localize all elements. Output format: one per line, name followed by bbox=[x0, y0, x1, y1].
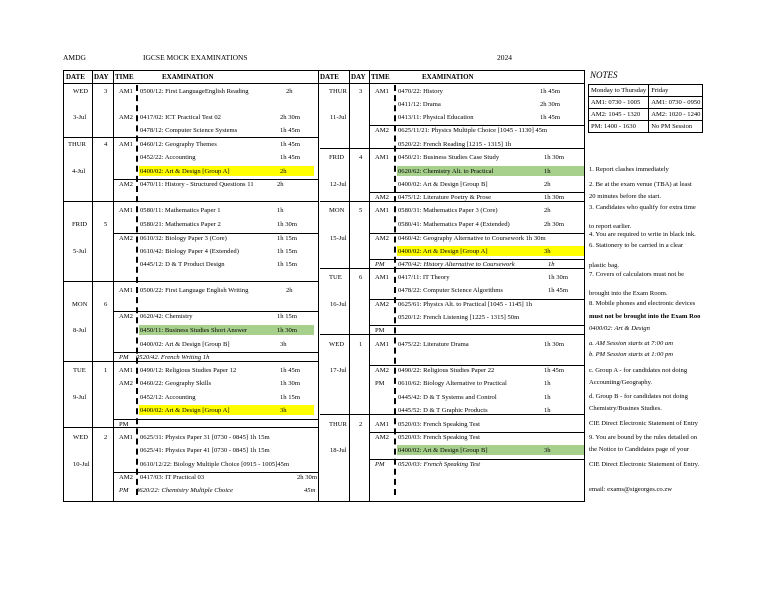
right-exam: 0460/42: Geography Alternative to Coursework 1h 30m bbox=[398, 235, 546, 242]
right-dur: 1h 30m bbox=[544, 341, 564, 348]
left-dur: 1h 45m bbox=[280, 154, 300, 161]
left-exam: 0417/02: ICT Practical Test 02 bbox=[140, 114, 221, 121]
right-exam: 0411/12: Drama bbox=[398, 101, 441, 108]
note-line: CIE Direct Electronic Statement of Entry bbox=[589, 420, 698, 427]
right-dur: 1h bbox=[544, 407, 551, 414]
note-line: c. Group A - for candidates not doing bbox=[589, 367, 688, 374]
right-day: 4 bbox=[359, 154, 363, 161]
right-exam: 0580/31: Mathematics Paper 3 (Core) bbox=[398, 207, 498, 214]
left-dur: 1h 30m bbox=[277, 221, 297, 228]
left-exam: 0450/11: Business Studies Short Answer bbox=[140, 327, 248, 334]
left-time: PM bbox=[119, 421, 129, 428]
session-divider bbox=[369, 299, 584, 300]
left-time: AM2 bbox=[119, 181, 133, 188]
session-divider bbox=[369, 325, 584, 326]
session-cell: AM1: 0730 - 1005 bbox=[589, 97, 649, 109]
note-line: d. Group B - for candidates not doing bbox=[589, 393, 688, 400]
left-exam: 0580/21: Mathematics Paper 2 bbox=[140, 221, 221, 228]
left-dur: 1h 15m bbox=[277, 235, 297, 242]
right-date: MON bbox=[329, 207, 345, 214]
left-exam: 0520/42. French Writing 1h bbox=[136, 354, 210, 361]
right-dur: 1h bbox=[544, 380, 551, 387]
left-day: 2 bbox=[104, 434, 108, 441]
right-dur: 2h 30m bbox=[544, 221, 564, 228]
right-date: 15-Jul bbox=[330, 235, 347, 242]
left-time: AM1 bbox=[119, 207, 133, 214]
right-dur: 1h 45m bbox=[540, 88, 560, 95]
right-exam: 0580/41: Mathematics Paper 4 (Extended) bbox=[398, 221, 510, 228]
session-cell: No PM Session bbox=[649, 121, 703, 133]
left-exam: 0400/02: Art & Design [Group B] bbox=[140, 341, 230, 348]
right-exam: 0417/11: IT Theory bbox=[398, 274, 450, 281]
right-dur: 1h 45m bbox=[544, 367, 564, 374]
right-date: THUR bbox=[329, 421, 347, 428]
note-line: 9. You are bound by the rules detailed on bbox=[589, 434, 698, 441]
left-time: AM1 bbox=[119, 287, 133, 294]
left-date: TUE bbox=[73, 367, 86, 374]
right-date: 12-Jul bbox=[330, 181, 347, 188]
left-date: 3-Jul bbox=[73, 114, 87, 121]
note-line: email: exams@stgeorges.co.zw bbox=[589, 486, 673, 493]
note-line: 1. Report clashes immediately bbox=[589, 166, 669, 173]
day-divider bbox=[320, 334, 584, 335]
left-time: PM bbox=[119, 354, 129, 361]
right-time: AM1 bbox=[375, 274, 389, 281]
col-divider bbox=[349, 71, 350, 501]
left-dur: 2h bbox=[280, 168, 287, 175]
left-exam: 0400/02: Art & Design [Group A] bbox=[140, 168, 230, 175]
col-time-2: TIME bbox=[371, 73, 390, 81]
col-divider bbox=[369, 71, 370, 501]
left-date: FRID bbox=[72, 221, 88, 228]
left-exam: 0500/12: First LanguageEnglish Reading bbox=[140, 88, 249, 95]
right-dur: 3h bbox=[544, 248, 551, 255]
left-day: 3 bbox=[104, 88, 108, 95]
right-exam: 0450/21: Business Studies Case Study bbox=[398, 154, 500, 161]
heading-rule bbox=[64, 83, 584, 84]
left-exam: 0452/22: Accounting bbox=[140, 154, 196, 161]
note-line: must not be brought into the Exam Roo bbox=[589, 313, 701, 320]
header-title: IGCSE MOCK EXAMINATIONS bbox=[143, 53, 248, 62]
note-line: 7. Covers of calculators must not be bbox=[589, 271, 685, 278]
right-exam: 0400/02: Art & Design [Group A] bbox=[398, 248, 488, 255]
left-time: AM2 bbox=[119, 313, 133, 320]
session-divider bbox=[113, 233, 318, 234]
right-exam: 0445/52: D & T Graphic Products bbox=[398, 407, 488, 414]
right-time: AM1 bbox=[375, 421, 389, 428]
left-dur: 1h 30m bbox=[280, 380, 300, 387]
left-exam: 0400/02: Art & Design [Group A] bbox=[140, 407, 230, 414]
left-exam: 0417/03: IT Practical 03 bbox=[140, 474, 205, 481]
left-time: AM2 bbox=[119, 114, 133, 121]
right-time: AM1 bbox=[375, 207, 389, 214]
right-exam: 0470/42: History Alternative to Coursework bbox=[398, 261, 515, 268]
left-date: 4-Jul bbox=[72, 168, 86, 175]
right-date: 17-Jul bbox=[330, 367, 347, 374]
session-divider bbox=[369, 432, 584, 433]
col-date-2: DATE bbox=[320, 73, 339, 81]
right-exam: 0400/02: Art & Design [Group B] bbox=[398, 181, 488, 188]
session-times-table bbox=[588, 84, 703, 133]
left-dur: 3h bbox=[280, 341, 287, 348]
right-time: AM1 bbox=[375, 88, 389, 95]
left-dur: 2h 30m bbox=[297, 474, 317, 481]
session-cell: AM2: 1045 - 1320 bbox=[589, 109, 649, 121]
day-divider bbox=[64, 137, 318, 138]
left-exam: 0625/41: Physics Paper 41 [0730 - 0845] 1h 15m bbox=[140, 447, 270, 454]
exam-separator bbox=[394, 85, 396, 495]
left-dur: 1h 15m bbox=[277, 248, 297, 255]
left-dur: 45m bbox=[304, 487, 316, 494]
right-date: WED bbox=[329, 341, 345, 348]
right-dur: 1h 45m bbox=[548, 287, 568, 294]
session-cell: AM1: 0730 - 0950 bbox=[649, 97, 703, 109]
left-exam: 0460/12: Geography Themes bbox=[140, 141, 217, 148]
left-day: 6 bbox=[104, 301, 108, 308]
col-day: DAY bbox=[94, 73, 109, 81]
right-dur: 1h bbox=[544, 168, 551, 175]
left-exam: 0452/12: Accounting bbox=[140, 394, 196, 401]
right-time: AM2 bbox=[375, 194, 389, 201]
session-divider bbox=[369, 365, 584, 366]
col-time: TIME bbox=[115, 73, 134, 81]
right-date: THUR bbox=[329, 88, 347, 95]
note-line: Accounting/Geography. bbox=[589, 379, 653, 386]
left-dur: 1h 15m bbox=[277, 313, 297, 320]
right-exam: 0520/03: French Speaking Test bbox=[398, 434, 481, 441]
left-time: AM1 bbox=[119, 434, 133, 441]
left-time: AM1 bbox=[119, 88, 133, 95]
left-date: WED bbox=[73, 434, 89, 441]
left-exam: 0625/31: Physics Paper 31 [0730 - 0845] 1h 15m bbox=[140, 434, 270, 441]
session-divider bbox=[113, 419, 318, 420]
left-exam: 0610/12/22: Biology Multiple Choice [0915 - 1005]45m bbox=[140, 461, 290, 468]
right-exam: 0625/11/21: Physics Multiple Choice [1045 - 1130] 45m bbox=[398, 127, 548, 134]
header-year: 2024 bbox=[497, 53, 512, 62]
left-day: 1 bbox=[104, 367, 108, 374]
col-exam-2: EXAMINATION bbox=[422, 73, 474, 81]
left-dur: 1h 45m bbox=[280, 367, 300, 374]
right-exam: 0625/61: Physics Alt. to Practical [1045 - 1145] 1h bbox=[398, 301, 532, 308]
right-exam: 0620/62: Chemistry Alt. to Practical bbox=[398, 168, 494, 175]
right-time: PM bbox=[375, 380, 385, 387]
left-dur: 2h bbox=[286, 287, 293, 294]
left-time: AM1 bbox=[119, 367, 133, 374]
exam-separator bbox=[136, 85, 138, 495]
right-time: AM1 bbox=[375, 154, 389, 161]
left-day: 4 bbox=[104, 141, 108, 148]
right-exam: 0490/22: Religious Studies Paper 22 bbox=[398, 367, 495, 374]
right-dur: 1h 30m bbox=[544, 154, 564, 161]
right-dur: 1h 30m bbox=[548, 274, 568, 281]
left-exam: 0500/22: First Language English Writing bbox=[140, 287, 249, 294]
session-cell: Monday to Thursday bbox=[589, 85, 649, 97]
right-dur: 1h 45m bbox=[540, 114, 560, 121]
session-divider bbox=[113, 311, 318, 312]
left-date: 10-Jul bbox=[73, 461, 90, 468]
right-exam: 0520/03: French Speaking Test bbox=[398, 461, 481, 468]
left-time: AM2 bbox=[119, 235, 133, 242]
right-exam: 0400/02: Art & Design [Group B] bbox=[398, 447, 488, 454]
col-exam: EXAMINATION bbox=[162, 73, 214, 81]
right-exam: 0520/03: French Speaking Test bbox=[398, 421, 481, 428]
notes-title: NOTES bbox=[590, 70, 618, 80]
left-dur: 1h 15m bbox=[280, 394, 300, 401]
left-day: 5 bbox=[104, 221, 108, 228]
day-divider bbox=[64, 281, 318, 282]
left-time: PM bbox=[119, 487, 129, 494]
session-divider bbox=[369, 459, 584, 460]
right-time: PM bbox=[375, 461, 385, 468]
right-day: 3 bbox=[359, 88, 363, 95]
right-time: AM2 bbox=[375, 127, 389, 134]
session-divider bbox=[369, 259, 584, 260]
left-dur: 3h bbox=[280, 407, 287, 414]
right-date: FRID bbox=[329, 154, 345, 161]
note-line: CIE Direct Electronic Statement of Entry. bbox=[589, 461, 700, 468]
timetable bbox=[63, 70, 585, 502]
right-dur: 2h bbox=[544, 181, 551, 188]
left-time: AM1 bbox=[119, 141, 133, 148]
right-dur: 1h bbox=[544, 394, 551, 401]
left-exam: 0470/11: History - Structured Questions 11 bbox=[140, 181, 254, 188]
left-exam: 0610/32: Biology Paper 3 (Core) bbox=[140, 235, 227, 242]
day-divider bbox=[64, 201, 318, 202]
right-exam: 0610/62: Biology Alternative to Practical bbox=[398, 380, 507, 387]
col-divider bbox=[92, 71, 93, 501]
left-dur: 1h 45m bbox=[280, 141, 300, 148]
note-line: brought into the Exam Room. bbox=[589, 290, 668, 297]
col-divider bbox=[318, 71, 319, 501]
note-line: Chemistry/Busines Studies. bbox=[589, 405, 662, 412]
note-line: 2. Be at the exam venue (TBA) at least bbox=[589, 181, 692, 188]
right-dur: 1h 30m bbox=[544, 194, 564, 201]
session-divider bbox=[113, 472, 318, 473]
left-exam: 0445/12: D & T Product Design bbox=[140, 261, 225, 268]
right-time: AM2 bbox=[375, 235, 389, 242]
table-row bbox=[589, 97, 703, 109]
right-time: AM2 bbox=[375, 301, 389, 308]
session-divider bbox=[369, 192, 584, 193]
right-exam: 0475/22: Literature Drama bbox=[398, 341, 469, 348]
note-line: to report earlier. bbox=[589, 223, 632, 230]
right-dur: 3h bbox=[544, 447, 551, 454]
session-divider bbox=[369, 233, 584, 234]
left-dur: 1h 15m bbox=[277, 261, 297, 268]
note-line: plastic bag. bbox=[589, 262, 620, 269]
col-divider bbox=[113, 71, 114, 501]
left-date: 8-Jul bbox=[73, 327, 87, 334]
right-time: PM bbox=[375, 261, 385, 268]
col-date: DATE bbox=[66, 73, 85, 81]
day-divider bbox=[64, 427, 318, 428]
left-date: 9-Jul bbox=[73, 394, 87, 401]
left-dur: 2h 30m bbox=[280, 114, 300, 121]
left-date: THUR bbox=[68, 141, 86, 148]
session-cell: PM: 1400 - 1630 bbox=[589, 121, 649, 133]
left-exam: 0478/12: Computer Science Systems bbox=[140, 127, 238, 134]
right-date: 11-Jul bbox=[330, 114, 347, 121]
right-time: AM2 bbox=[375, 367, 389, 374]
right-day: 1 bbox=[359, 341, 363, 348]
right-day: 2 bbox=[359, 421, 363, 428]
col-day-2: DAY bbox=[351, 73, 366, 81]
left-date: MON bbox=[72, 301, 88, 308]
right-date: 18-Jul bbox=[330, 447, 347, 454]
right-date: TUE bbox=[329, 274, 342, 281]
right-exam: 0520/22: French Reading [1215 - 1315] 1h bbox=[398, 141, 512, 148]
left-exam: 0580/11: Mathematics Paper 1 bbox=[140, 207, 221, 214]
left-date: 5-Jul bbox=[73, 248, 87, 255]
left-dur: 1h 30m bbox=[277, 327, 297, 334]
left-time: AM2 bbox=[119, 380, 133, 387]
session-cell: AM2: 1020 - 1240 bbox=[649, 109, 703, 121]
session-divider bbox=[369, 125, 584, 126]
table-row bbox=[589, 85, 703, 97]
left-exam: 0620/42: Chemistry bbox=[140, 313, 193, 320]
left-dur: 2h bbox=[286, 88, 293, 95]
session-cell: Friday bbox=[649, 85, 703, 97]
right-dur: 2h bbox=[544, 207, 551, 214]
left-exam: 0460/22: Geography Skills bbox=[140, 380, 212, 387]
right-exam: 0445/42: D & T Systems and Control bbox=[398, 394, 497, 401]
session-divider bbox=[113, 179, 318, 180]
left-exam: 0490/12: Religious Studies Paper 12 bbox=[140, 367, 237, 374]
note-line: 0400/02: Art & Design bbox=[589, 325, 650, 332]
note-line: the Notice to Candidates page of your bbox=[589, 446, 689, 453]
note-line: b. PM Session starts at 1:00 pm bbox=[589, 351, 674, 358]
right-dur: 1h bbox=[548, 261, 555, 268]
right-exam: 0413/11: Physical Education bbox=[398, 114, 474, 121]
table-row bbox=[589, 109, 703, 121]
table-row bbox=[589, 121, 703, 133]
left-exam: 0610/42: Biology Paper 4 (Extended) bbox=[140, 248, 239, 255]
right-exam: 0478/22: Computer Science Algorithms bbox=[398, 287, 503, 294]
note-line: 4. You are required to write in black ink. bbox=[589, 231, 696, 238]
note-line: 6. Stationery to be carried in a clear bbox=[589, 242, 684, 249]
note-line: 3. Candidates who qualify for extra time bbox=[589, 204, 696, 211]
left-time: AM2 bbox=[119, 474, 133, 481]
left-date: WED bbox=[73, 88, 89, 95]
left-dur: 1h bbox=[277, 207, 284, 214]
left-dur: 2h bbox=[277, 181, 284, 188]
left-exam: 0620/22: Chemistry Multiple Choice bbox=[136, 487, 233, 494]
right-time: AM2 bbox=[375, 434, 389, 441]
right-date: 16-Jul bbox=[330, 301, 347, 308]
left-dur: 1h 45m bbox=[280, 127, 300, 134]
note-line: 20 minutes before the start. bbox=[589, 193, 661, 200]
right-exam: 0475/12: Literature Poetry & Prose bbox=[398, 194, 492, 201]
note-line: 8. Mobile phones and electronic devices bbox=[589, 300, 696, 307]
right-time: PM bbox=[375, 327, 385, 334]
note-line: a. AM Session starts at 7:00 am bbox=[589, 340, 673, 347]
session-divider bbox=[113, 352, 318, 353]
right-dur: 2h 30m bbox=[540, 101, 560, 108]
right-time: AM1 bbox=[375, 341, 389, 348]
right-day: 6 bbox=[359, 274, 363, 281]
right-exam: 0470/22: History bbox=[398, 88, 443, 95]
right-exam: 0520/12: French Listening [1225 - 1315] 50m bbox=[398, 314, 520, 321]
header-left: AMDG bbox=[63, 53, 86, 62]
right-day: 5 bbox=[359, 207, 363, 214]
